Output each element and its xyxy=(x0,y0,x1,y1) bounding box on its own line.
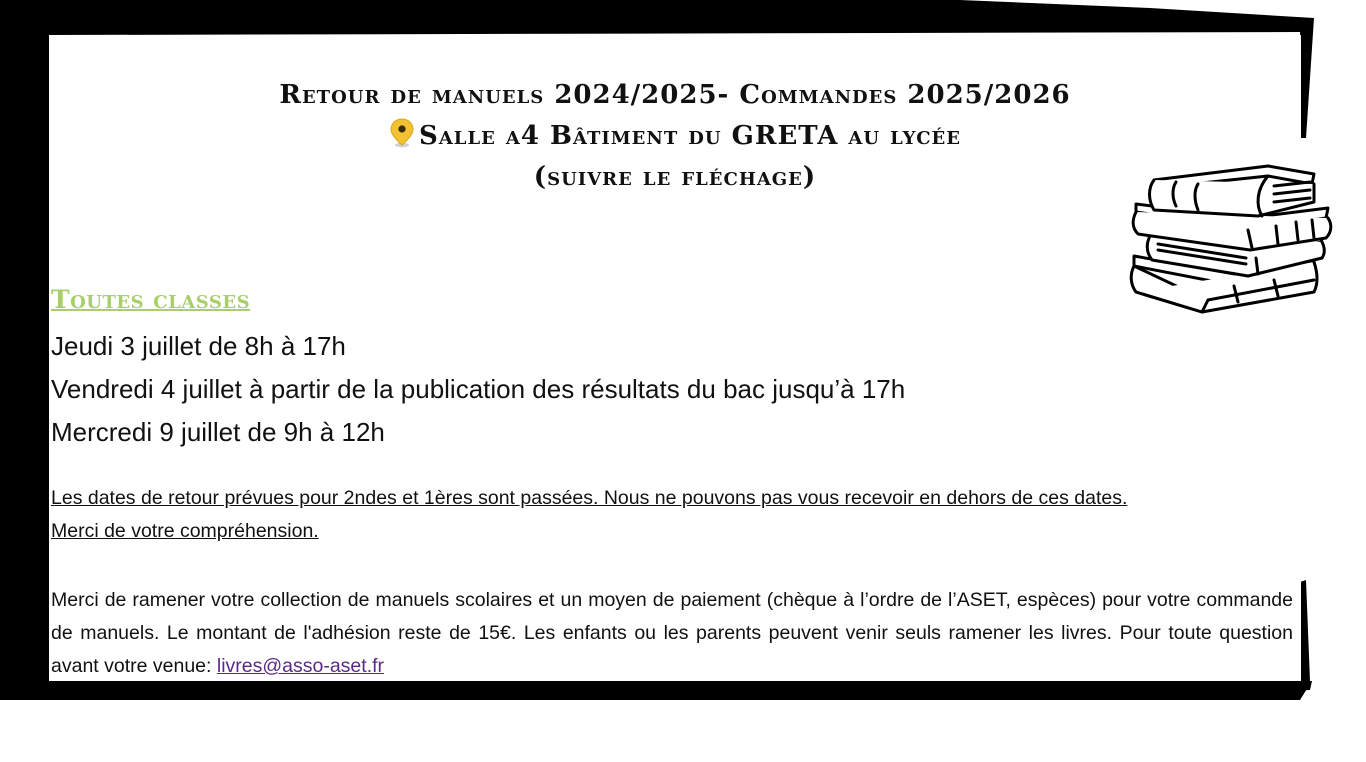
schedule-list xyxy=(51,325,905,454)
email-link[interactable]: livres@asso-aset.fr xyxy=(216,655,385,677)
content-panel xyxy=(49,35,1301,681)
title-line-1: Retour de manuels 2024/2025- Commandes 2025/2026 xyxy=(279,80,1071,110)
section-heading: Toutes classes xyxy=(51,285,251,314)
schedule-item: Mercredi 9 juillet de 9h à 12h xyxy=(51,417,385,447)
info-text: Merci de ramener votre collection de manuels scolaires et un moyen de paiement (chèque à l’ordre de l’ASET, espèces) pour votre commande de manuels. Le montant de l'adhésion reste de 15€. Les enfants ou les parents peuvent venir seuls ramener les livres. Pour toute question avant votre venue: xyxy=(51,589,1293,677)
location-pin-icon xyxy=(389,118,415,148)
notice xyxy=(51,482,1291,548)
schedule-item: Jeudi 3 juillet de 8h à 17h xyxy=(51,331,346,361)
info-paragraph xyxy=(51,584,1293,683)
title-line-2 xyxy=(49,116,1301,157)
schedule-item: Vendredi 4 juillet à partir de la publication des résultats du bac jusqu’à 17h xyxy=(51,374,906,404)
notice-line-1: Les dates de retour prévues pour 2ndes et 1ères sont passées. Nous ne pouvons pas vous recevoir en dehors de ces dates. xyxy=(51,487,1128,509)
title-line-3: (suivre le fléchage) xyxy=(533,162,817,192)
title-line-2-text: Salle a4 Bâtiment du GRETA au lycée xyxy=(419,121,961,151)
notice-line-2: Merci de votre compréhension. xyxy=(51,520,319,542)
title-block xyxy=(49,75,1301,198)
stack-of-books-icon xyxy=(1128,162,1336,318)
